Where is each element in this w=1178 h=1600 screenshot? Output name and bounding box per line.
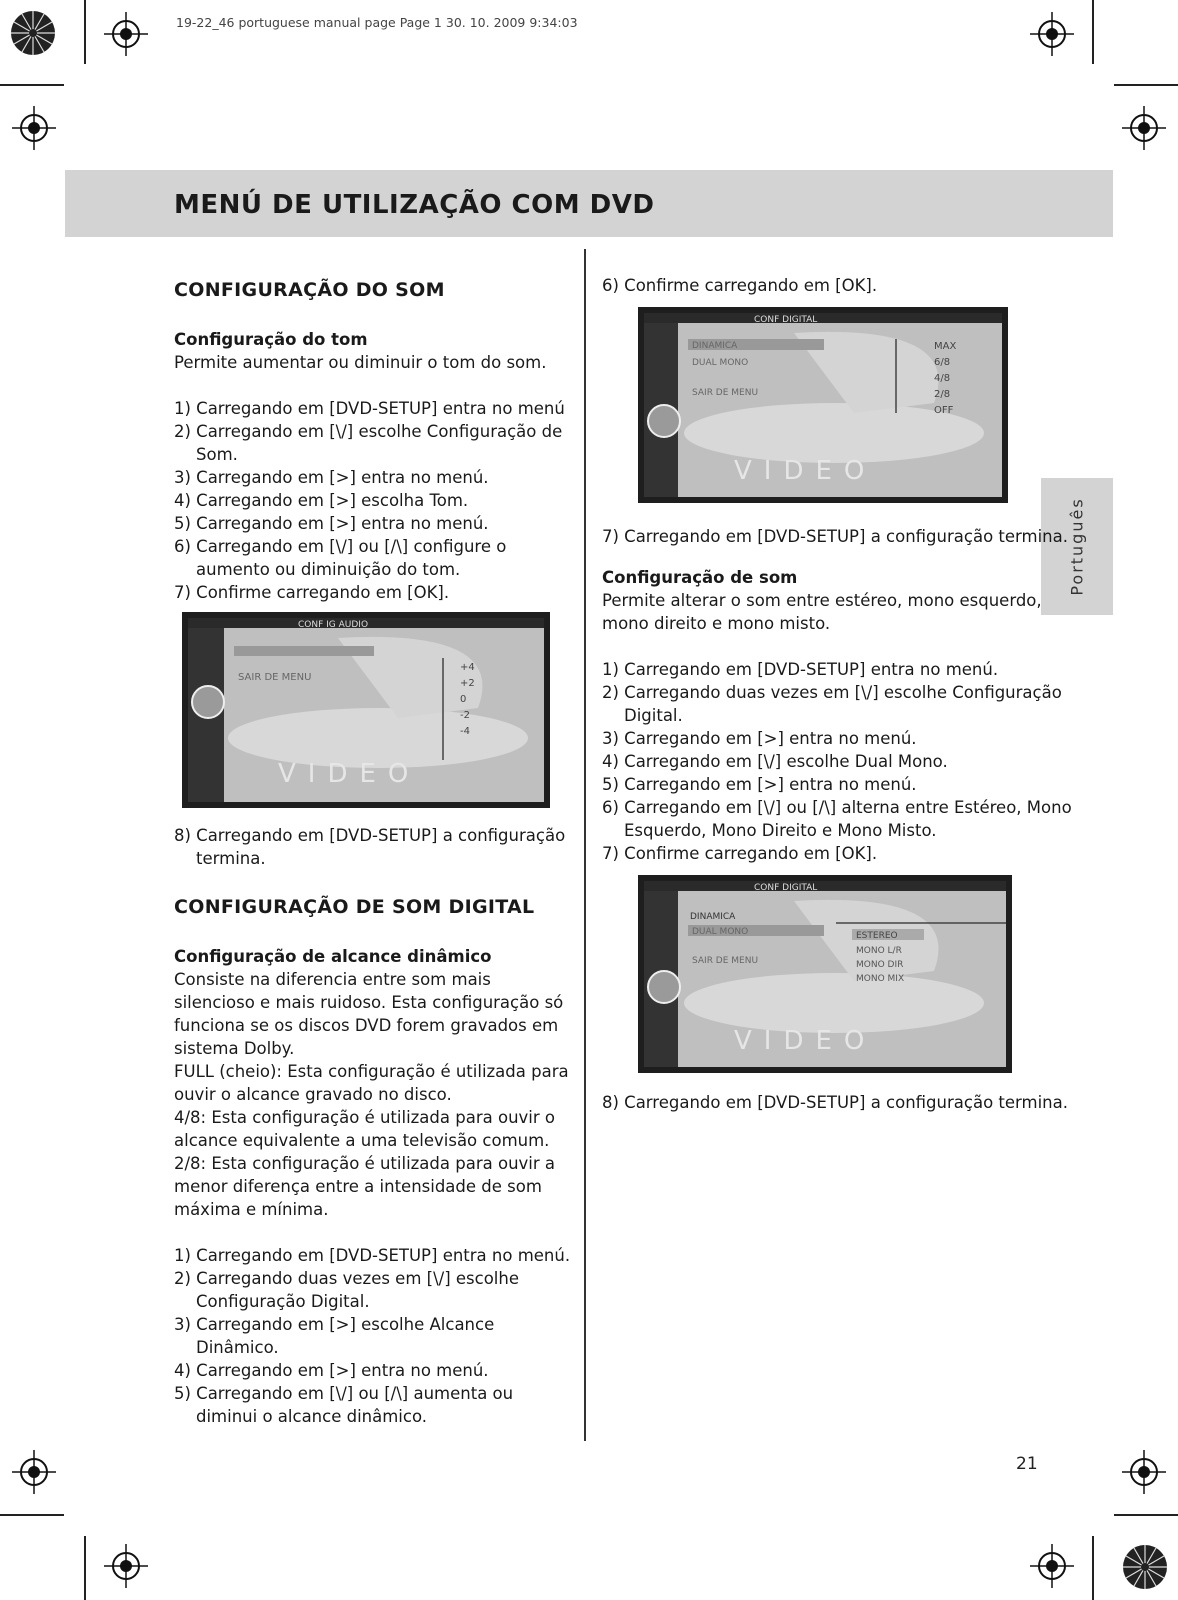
- step-item: 4) Carregando em [\/] escolhe Dual Mono.: [602, 752, 948, 771]
- step-list: [174, 1244, 574, 1428]
- step-item: 3) Carregando em [>] entra no menú.: [174, 468, 489, 487]
- registration-mark-icon: [12, 106, 56, 150]
- left-column: [174, 278, 574, 1428]
- registration-mark-icon: [1122, 1450, 1166, 1494]
- crop-mark: [1114, 1514, 1178, 1516]
- screen-menu-item: DUAL MONO: [692, 358, 749, 368]
- step-item: 2) Carregando duas vezes em [\/] escolhe Configuração Digital.: [602, 683, 1062, 725]
- step-item: 7) Confirme carregando em [OK].: [174, 583, 450, 602]
- crop-mark: [0, 84, 64, 86]
- screen-title: CONF DIGITAL: [754, 883, 818, 893]
- registration-mark-icon: [12, 1450, 56, 1494]
- sunburst-mark-icon: [1122, 1544, 1168, 1590]
- screen-value: -4: [460, 726, 470, 737]
- step-item: 1) Carregando em [DVD-SETUP] entra no menú: [174, 399, 565, 418]
- step-item: 6) Carregando em [\/] ou [/\] alterna entre Estéreo, Mono Esquerdo, Mono Direito e Mono Misto.: [602, 798, 1072, 840]
- step-list: [602, 1091, 1090, 1114]
- paragraph: Consiste na diferencia entre som mais silencioso e mais ruidoso. Esta configuração só funciona se os discos DVD forem gravados em sistema Dolby.: [174, 970, 564, 1058]
- language-tab-label: Português: [1067, 497, 1087, 596]
- step-item: 3) Carregando em [>] entra no menú.: [602, 729, 917, 748]
- screen-menu-item: DUAL MONO: [692, 927, 749, 937]
- screen-menu-item: SAIR DE MENU: [692, 956, 759, 966]
- step-item: 2) Carregando em [\/] escolhe Configuração de Som.: [174, 422, 563, 464]
- crop-mark: [1092, 0, 1094, 64]
- paragraph: FULL (cheio): Esta configuração é utilizada para ouvir o alcance gravado no disco.: [174, 1062, 569, 1104]
- screen-value: MONO L/R: [856, 946, 902, 956]
- step-list: [174, 397, 574, 604]
- step-list: [602, 274, 1090, 297]
- step-item: 5) Carregando em [>] entra no menú.: [602, 775, 917, 794]
- registration-mark-icon: [104, 1544, 148, 1588]
- registration-mark-icon: [1030, 12, 1074, 56]
- registration-mark-icon: [1030, 1544, 1074, 1588]
- step-item: 6) Confirme carregando em [OK].: [602, 276, 878, 295]
- step-item: 6) Carregando em [\/] ou [/\] configure o aumento ou diminuição do tom.: [174, 537, 507, 579]
- step-item: 1) Carregando em [DVD-SETUP] entra no menú.: [174, 1246, 571, 1265]
- menu-screenshot-dual-mono: [638, 875, 1012, 1073]
- section-heading: CONFIGURAÇÃO DE SOM DIGITAL: [174, 896, 535, 918]
- paragraph: 4/8: Esta configuração é utilizada para ouvir o alcance equivalente a uma televisão comum.: [174, 1108, 555, 1150]
- step-list: [602, 525, 1090, 548]
- screen-footer: VIDEO: [278, 759, 421, 789]
- right-column: [602, 274, 1090, 1114]
- screen-value: MAX: [934, 341, 957, 352]
- menu-screenshot-tone: [182, 612, 550, 808]
- step-list: [174, 824, 574, 870]
- step-item: 8) Carregando em [DVD-SETUP] a configuração termina.: [602, 1093, 1068, 1112]
- screen-menu-item: DINAMICA: [692, 341, 738, 351]
- registration-mark-icon: [104, 12, 148, 56]
- page-title: MENÚ DE UTILIZAÇÃO COM DVD: [174, 190, 655, 220]
- paragraph: Permite aumentar ou diminuir o tom do som.: [174, 353, 547, 372]
- sub-heading: Configuração de alcance dinâmico: [174, 947, 492, 966]
- print-info: 19-22_46 portuguese manual page Page 1 30. 10. 2009 9:34:03: [176, 15, 578, 30]
- screen-value: 0: [460, 694, 467, 705]
- step-list: [602, 658, 1090, 865]
- step-item: 5) Carregando em [\/] ou [/\] aumenta ou diminui o alcance dinâmico.: [174, 1384, 514, 1426]
- section-heading: CONFIGURAÇÃO DO SOM: [174, 279, 445, 301]
- crop-mark: [84, 1536, 86, 1600]
- screen-footer: VIDEO: [734, 1026, 877, 1056]
- step-item: 4) Carregando em [>] entra no menú.: [174, 1361, 489, 1380]
- screen-menu-item: SAIR DE MENU: [238, 672, 312, 683]
- registration-mark-icon: [1122, 106, 1166, 150]
- menu-screenshot-dynamic-range: [638, 307, 1008, 503]
- screen-footer: VIDEO: [734, 456, 877, 486]
- screen-title: CONF IG AUDIO: [298, 620, 369, 630]
- screen-title: CONF DIGITAL: [754, 315, 818, 325]
- screen-value: +4: [460, 662, 475, 673]
- screen-value: OFF: [934, 405, 954, 416]
- paragraph: Permite alterar o som entre estéreo, mono esquerdo, mono direito e mono misto.: [602, 591, 1042, 633]
- screen-value: 4/8: [934, 373, 951, 384]
- screen-value: MONO DIR: [856, 960, 904, 970]
- sunburst-mark-icon: [10, 10, 56, 56]
- screen-value: 2/8: [934, 389, 951, 400]
- screen-value: ESTEREO: [856, 931, 898, 941]
- crop-mark: [84, 0, 86, 64]
- step-item: 4) Carregando em [>] escolha Tom.: [174, 491, 469, 510]
- paragraph: 2/8: Esta configuração é utilizada para ouvir a menor diferença entre a intensidade de som máxima e mínima.: [174, 1154, 556, 1219]
- step-item: 3) Carregando em [>] escolhe Alcance Dinâmico.: [174, 1315, 495, 1357]
- step-item: 7) Confirme carregando em [OK].: [602, 844, 878, 863]
- screen-value: 6/8: [934, 357, 951, 368]
- column-divider: [584, 249, 586, 1441]
- step-item: 1) Carregando em [DVD-SETUP] entra no menú.: [602, 660, 999, 679]
- step-item: 8) Carregando em [DVD-SETUP] a configuração termina.: [174, 826, 566, 868]
- screen-menu-item: DINAMICA: [690, 912, 736, 922]
- step-item: 7) Carregando em [DVD-SETUP] a configuração termina.: [602, 527, 1068, 546]
- crop-mark: [1092, 1536, 1094, 1600]
- step-item: 2) Carregando duas vezes em [\/] escolhe Configuração Digital.: [174, 1269, 520, 1311]
- page-number: 21: [1016, 1454, 1038, 1474]
- screen-menu-item: SAIR DE MENU: [692, 388, 759, 398]
- screen-value: -2: [460, 710, 470, 721]
- crop-mark: [0, 1514, 64, 1516]
- sub-heading: Configuração de som: [602, 568, 798, 587]
- screen-value: MONO MIX: [856, 974, 905, 984]
- step-item: 5) Carregando em [>] entra no menú.: [174, 514, 489, 533]
- screen-value: +2: [460, 678, 475, 689]
- crop-mark: [1114, 84, 1178, 86]
- sub-heading: Configuração do tom: [174, 330, 368, 349]
